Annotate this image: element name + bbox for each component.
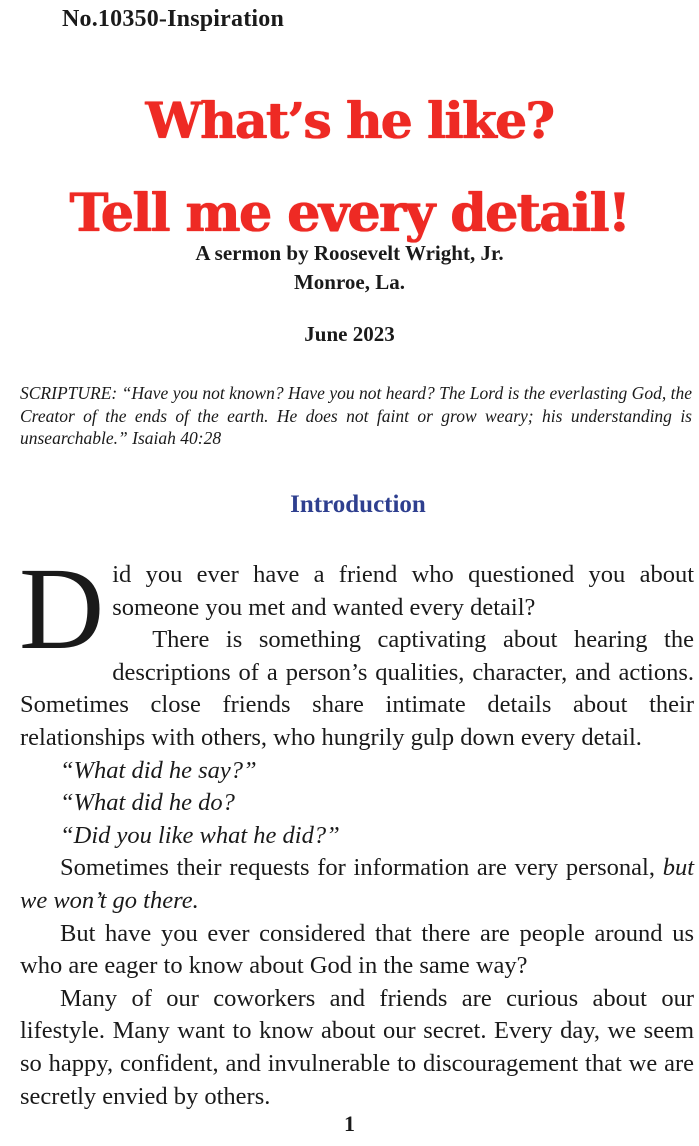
quote-line-1: “What did he say?”: [60, 756, 257, 784]
paragraph-4: But have you ever considered that there are people around us who are eager to know about God in the same way?: [20, 919, 694, 980]
document-number: No.10350-Inspiration: [62, 6, 285, 32]
quote-line-2: “What did he do?: [60, 789, 235, 817]
title-line-1: What’s he like?: [145, 91, 554, 150]
paragraph-3-text: Sometimes their requests for information are very personal,: [60, 854, 663, 882]
location: Monroe, La.: [293, 270, 406, 294]
body-text: [19, 543, 694, 1113]
paragraph-5: Many of our coworkers and friends are curious about our lifestyle. Many want to know about our secret. Every day, we seem so happy, confident, and invulnerable to discouragement that we are secretly envied by others.: [20, 984, 694, 1110]
page-number: 1: [344, 1111, 355, 1136]
paragraph-3: [20, 852, 694, 917]
section-heading: Introduction: [290, 491, 426, 518]
paragraph-3-italic: but we won’t go there.: [20, 854, 694, 914]
date: June 2023: [304, 322, 395, 346]
drop-cap: D: [19, 543, 105, 674]
scripture-passage: SCRIPTURE: “Have you not known? Have you not heard? The Lord is the everlasting God, the Creator of the ends of the earth. He does not faint or grow weary; his understanding is unsearchable.” Isaiah 40:28: [20, 383, 692, 448]
title-line-2: Tell me every detail!: [69, 183, 630, 244]
paragraph-2: There is something captivating about hearing the descriptions of a person’s qualities, character, and actions. Sometimes close friends share intimate details about their relationships with others, who hungrily gulp down every detail.: [20, 626, 694, 751]
byline: A sermon by Roosevelt Wright, Jr.: [195, 241, 504, 265]
quote-line-3: “Did you like what he did?”: [60, 821, 340, 849]
paragraph-1: id you ever have a friend who questioned you about someone you met and wanted every detail?: [112, 561, 694, 621]
